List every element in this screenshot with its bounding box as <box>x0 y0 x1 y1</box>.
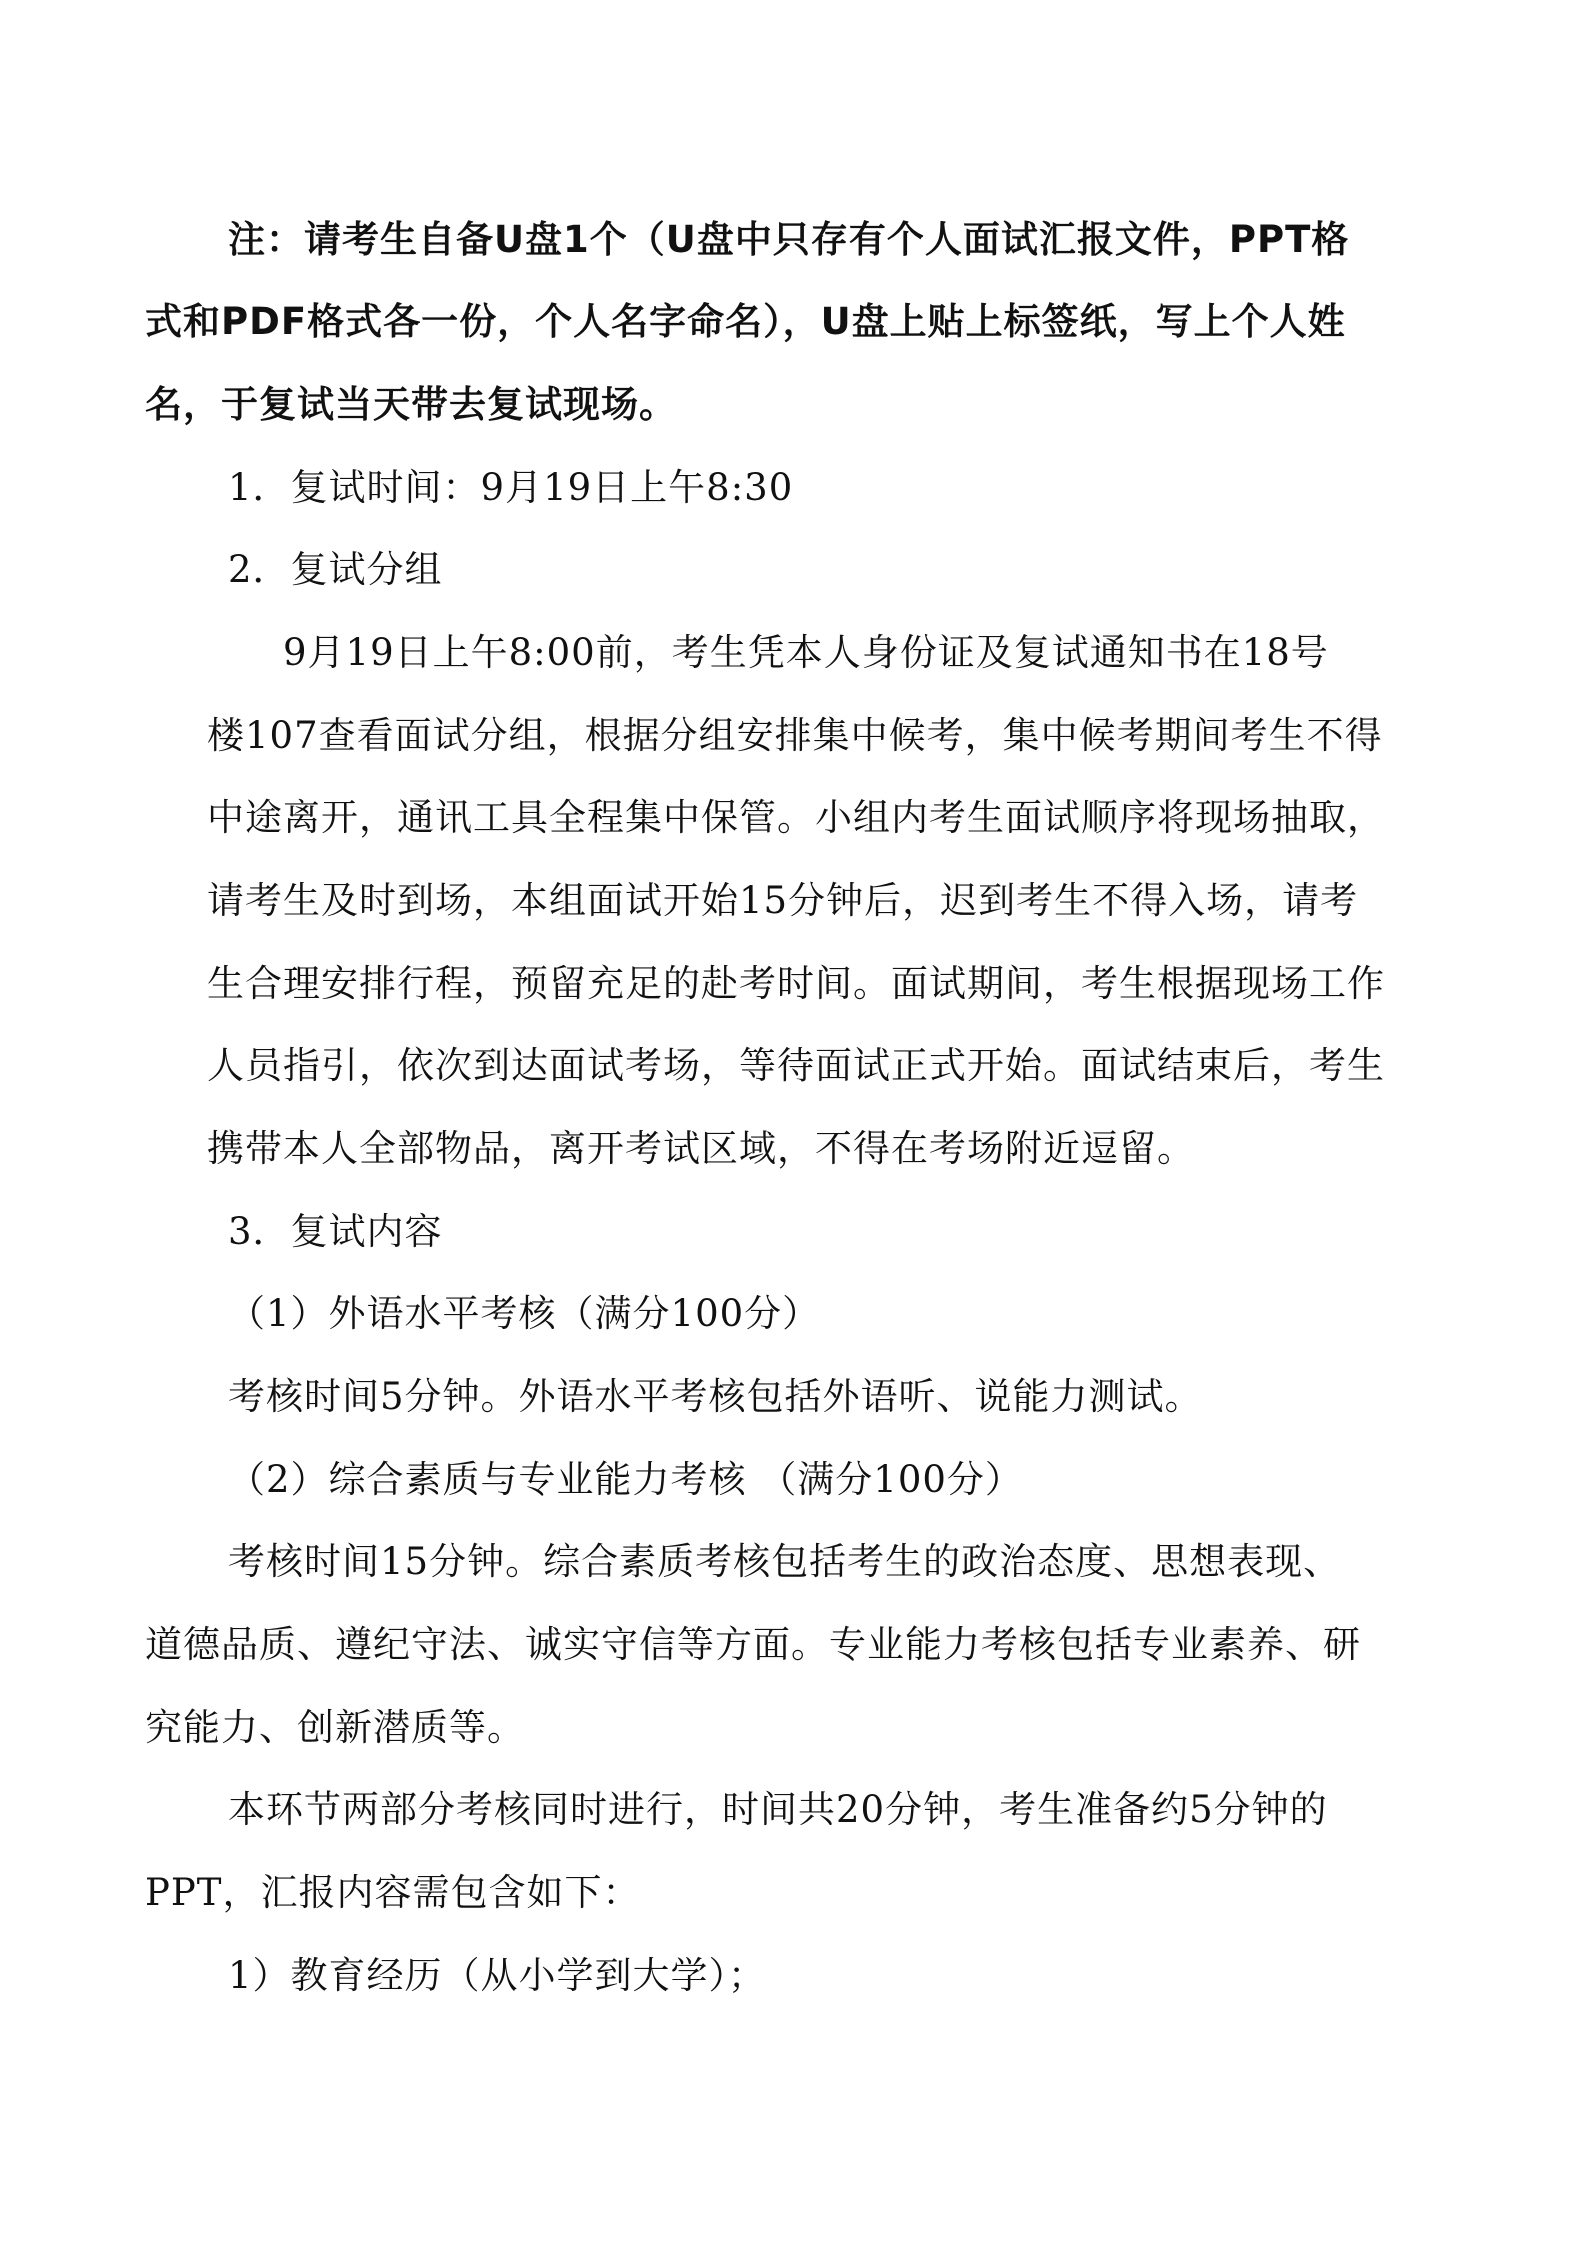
section-2-paragraph-line: 请考生及时到场，本组面试开始15分钟后，迟到考生不得入场，请考 <box>207 879 1359 922</box>
subsection-2-text-line: 道德品质、遵纪守法、诚实守信等方面。专业能力考核包括专业素养、研 <box>145 1623 1361 1666</box>
note-line-1: 注：请考生自备U盘1个（U盘中只存有个人面试汇报文件，PPT格 <box>228 218 1350 261</box>
section-1-heading: 1．复试时间：9月19日上午8:30 <box>228 466 794 509</box>
subsection-2-title: （2）综合素质与专业能力考核 （满分100分） <box>228 1458 1023 1501</box>
combined-paragraph-line: 本环节两部分考核同时进行，时间共20分钟，考生准备约5分钟的 <box>228 1788 1328 1831</box>
section-2-paragraph-line: 中途离开，通讯工具全程集中保管。小组内考生面试顺序将现场抽取， <box>207 796 1385 839</box>
subsection-2-text-line: 究能力、创新潜质等。 <box>145 1706 525 1749</box>
section-2-paragraph-line: 生合理安排行程，预留充足的赴考时间。面试期间，考生根据现场工作 <box>207 962 1385 1005</box>
section-2-heading: 2．复试分组 <box>228 548 443 591</box>
section-2-paragraph-line: 楼107查看面试分组，根据分组安排集中候考，集中候考期间考生不得 <box>207 714 1383 757</box>
list-item: 1）教育经历（从小学到大学）； <box>228 1954 767 1997</box>
section-2-paragraph-line: 人员指引，依次到达面试考场，等待面试正式开始。面试结束后，考生 <box>207 1044 1385 1087</box>
section-2-paragraph-line: 携带本人全部物品，离开考试区域，不得在考场附近逗留。 <box>207 1127 1195 1170</box>
combined-paragraph-line: PPT，汇报内容需包含如下： <box>145 1871 641 1914</box>
note-line-2: 式和PDF格式各一份，个人名字命名），U盘上贴上标签纸，写上个人姓 <box>145 300 1346 343</box>
subsection-1-text: 考核时间5分钟。外语水平考核包括外语听、说能力测试。 <box>228 1375 1203 1418</box>
subsection-1-title: （1）外语水平考核（满分100分） <box>228 1292 821 1335</box>
note-line-3: 名，于复试当天带去复试现场。 <box>145 383 677 426</box>
section-2-paragraph-line: 9月19日上午8:00前，考生凭本人身份证及复试通知书在18号 <box>283 631 1329 674</box>
section-3-heading: 3．复试内容 <box>228 1210 443 1253</box>
subsection-2-text-line: 考核时间15分钟。综合素质考核包括考生的政治态度、思想表现、 <box>228 1540 1342 1583</box>
